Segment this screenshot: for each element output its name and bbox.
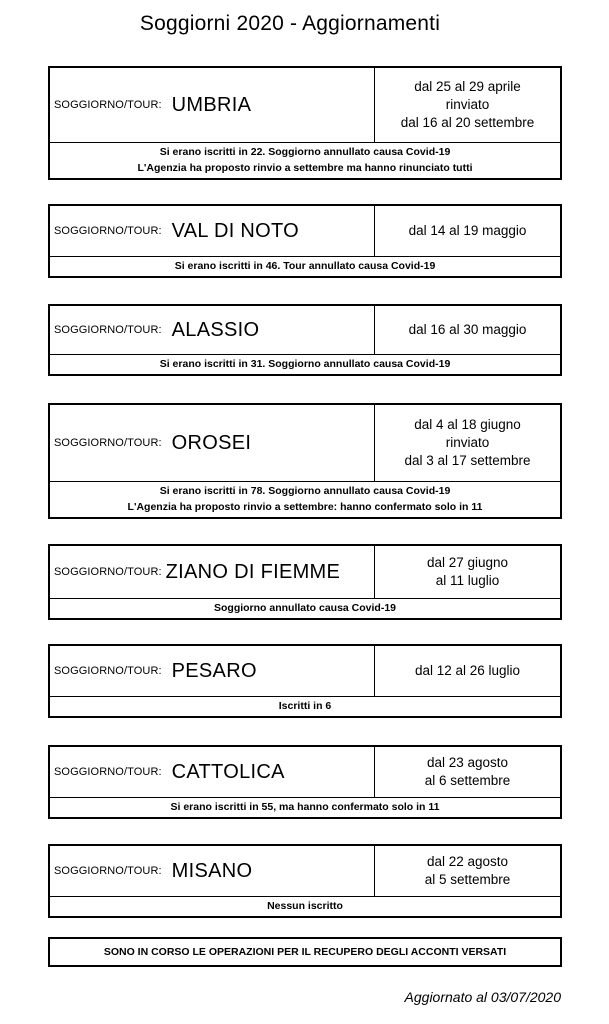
tour-card-misano — [48, 844, 562, 918]
tour-note — [50, 798, 560, 817]
tour-date-line: dal 12 al 26 luglio — [414, 663, 521, 678]
tour-card-header — [50, 306, 560, 355]
tour-card-header — [50, 206, 560, 257]
tour-date-line: al 5 settembre — [424, 872, 511, 887]
tour-label: SOGGIORNO/TOUR: — [54, 437, 162, 449]
tour-date-line: dal 27 giugno — [426, 555, 509, 570]
tour-dates — [375, 405, 560, 481]
tour-dates — [375, 747, 560, 797]
tour-date-line: dal 16 al 30 maggio — [408, 322, 527, 337]
tour-destination: VAL DI NOTO — [171, 219, 300, 242]
tour-note-line: Si erano iscritti in 46. Tour annullato causa Covid-19 — [174, 260, 436, 272]
tour-date-line: dal 16 al 20 settembre — [400, 115, 535, 130]
tour-label: SOGGIORNO/TOUR: — [54, 225, 162, 237]
tour-note-line: L'Agenzia ha proposto rinvio a settembre: hanno confermato solo in 11 — [127, 501, 483, 513]
tour-card-header — [50, 546, 560, 599]
tour-dates — [375, 68, 560, 142]
tour-label-cell — [50, 405, 375, 481]
tour-card-pesaro — [48, 644, 562, 718]
tour-label-cell — [50, 306, 375, 354]
tour-note-line: Soggiorno annullato causa Covid-19 — [213, 602, 397, 614]
tour-note-line: Si erano iscritti in 78. Soggiorno annullato causa Covid-19 — [159, 485, 451, 497]
tour-card-umbria — [48, 66, 562, 180]
tour-date-line: rinviato — [445, 435, 490, 450]
page-title: Soggiorni 2020 - Aggiornamenti — [139, 12, 441, 35]
tour-card-orosei — [48, 403, 562, 519]
tour-note — [50, 599, 560, 618]
tour-card-cattolica — [48, 745, 562, 819]
tour-note-line: Si erano iscritti in 31. Soggiorno annullato causa Covid-19 — [159, 358, 451, 370]
tour-note — [50, 143, 560, 178]
tour-card-val-di-noto — [48, 204, 562, 278]
tour-card-header — [50, 68, 560, 143]
tour-note-line: Iscritti in 6 — [278, 700, 332, 712]
tour-label: SOGGIORNO/TOUR: — [54, 566, 162, 578]
tour-note-line: Nessun iscritto — [267, 900, 343, 912]
tour-card-header — [50, 405, 560, 482]
tour-note — [50, 355, 560, 374]
tour-dates — [375, 546, 560, 598]
tour-label-cell — [50, 846, 375, 896]
tour-date-line: dal 23 agosto — [426, 755, 509, 770]
tour-label-cell — [50, 68, 375, 142]
tour-date-line: rinviato — [445, 97, 490, 112]
tour-label: SOGGIORNO/TOUR: — [54, 99, 162, 111]
tour-card-ziano-di-fiemme — [48, 544, 562, 620]
tour-destination: UMBRIA — [171, 93, 252, 116]
tour-dates — [375, 306, 560, 354]
tour-note-line: L'Agenzia ha proposto rinvio a settembre ma hanno rinunciato tutti — [137, 162, 473, 174]
tour-label-cell — [50, 646, 375, 696]
tour-card-header — [50, 646, 560, 697]
tour-label: SOGGIORNO/TOUR: — [54, 766, 162, 778]
tour-destination: CATTOLICA — [171, 760, 285, 783]
tour-date-line: dal 4 al 18 giugno — [414, 417, 521, 432]
tour-label: SOGGIORNO/TOUR: — [54, 324, 162, 336]
tour-label-cell — [50, 546, 375, 598]
tour-date-line: dal 14 al 19 maggio — [408, 223, 527, 238]
tour-note — [50, 482, 560, 517]
tour-destination: MISANO — [171, 859, 253, 882]
last-updated: Aggiornato al 03/07/2020 — [404, 989, 561, 1005]
tour-date-line: dal 22 agosto — [426, 854, 509, 869]
tour-card-header — [50, 846, 560, 897]
tour-destination: ZIANO DI FIEMME — [165, 560, 341, 583]
tour-label-cell — [50, 206, 375, 256]
tour-note — [50, 697, 560, 716]
tour-label-cell — [50, 747, 375, 797]
tour-date-line: al 11 luglio — [435, 573, 500, 588]
tour-label: SOGGIORNO/TOUR: — [54, 865, 162, 877]
tour-label: SOGGIORNO/TOUR: — [54, 665, 162, 677]
tour-note-line: Si erano iscritti in 22. Soggiorno annullato causa Covid-19 — [159, 146, 451, 158]
tour-date-line: dal 3 al 17 settembre — [404, 453, 531, 468]
tour-note — [50, 897, 560, 916]
tour-destination: OROSEI — [171, 431, 252, 454]
tour-dates — [375, 206, 560, 256]
tour-date-line: al 6 settembre — [424, 773, 511, 788]
tour-destination: PESARO — [171, 659, 257, 682]
tour-destination: ALASSIO — [171, 318, 260, 341]
tour-note — [50, 257, 560, 276]
tour-note-line: Si erano iscritti in 55, ma hanno confermato solo in 11 — [170, 801, 440, 813]
tour-dates — [375, 846, 560, 896]
tour-date-line: dal 25 al 29 aprile — [414, 79, 521, 94]
tour-dates — [375, 646, 560, 696]
refund-banner: SONO IN CORSO LE OPERAZIONI PER IL RECUPERO DEGLI ACCONTI VERSATI — [48, 937, 562, 967]
tour-card-header — [50, 747, 560, 798]
tour-card-alassio — [48, 304, 562, 376]
